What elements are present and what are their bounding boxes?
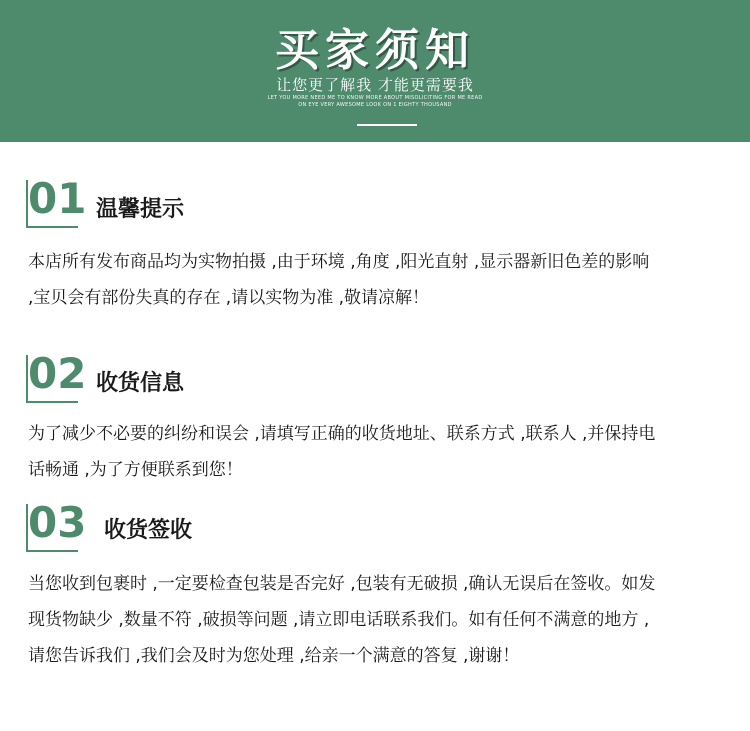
section-number: 02 bbox=[28, 349, 87, 398]
english-tagline bbox=[255, 95, 495, 109]
body-line: ,宝贝会有部份失真的存在 ,请以实物为准 ,敬请凉解！ bbox=[28, 288, 430, 308]
body-line: 请您告诉我们 ,我们会及时为您处理 ,给亲一个满意的答复 ,谢谢！ bbox=[28, 646, 520, 666]
body-line: 为了减少不必要的纠纷和误会 ,请填写正确的收货地址、联系方式 ,联系人 ,并保持电 bbox=[28, 424, 656, 444]
english-tagline-line-1: LET YOU MORE NEED ME TO KNOW MORE ABOUT MISOLICITING FOR ME READ bbox=[267, 95, 483, 101]
section-title-shipping-info: 收货信息 bbox=[96, 371, 185, 396]
section-body-tips bbox=[28, 244, 728, 316]
header-divider bbox=[357, 124, 417, 126]
section-title-tips: 温馨提示 bbox=[96, 197, 185, 222]
body-line: 本店所有发布商品均为实物拍摄 ,由于环境 ,角度 ,阳光直射 ,显示器新旧色差的影响 bbox=[28, 252, 650, 272]
section-number-badge-01 bbox=[26, 174, 87, 226]
body-line: 现货物缺少 ,数量不符 ,破损等问题 ,请立即电话联系我们。如有任何不满意的地方 , bbox=[28, 610, 650, 630]
section-number-badge-03 bbox=[26, 498, 87, 550]
section-body-shipping-info bbox=[28, 416, 728, 488]
section-number: 01 bbox=[28, 174, 87, 223]
header-banner bbox=[0, 0, 750, 142]
section-number: 03 bbox=[28, 498, 87, 547]
section-body-receipt bbox=[28, 566, 728, 674]
section-title-receipt: 收货签收 bbox=[104, 518, 193, 543]
english-tagline-line-2: ON EYE VERY AWESOME LOOK ON 1 EIGHTY THOUSAND bbox=[298, 102, 452, 108]
section-number-badge-02 bbox=[26, 349, 87, 401]
body-line: 话畅通 ,为了方便联系到您！ bbox=[28, 460, 243, 480]
body-line: 当您收到包裹时 ,一定要检查包装是否完好 ,包装有无破损 ,确认无误后在签收。如发 bbox=[28, 574, 656, 594]
page-title: 买家须知 bbox=[275, 25, 475, 76]
page-subtitle: 让您更了解我 才能更需要我 bbox=[276, 76, 474, 94]
